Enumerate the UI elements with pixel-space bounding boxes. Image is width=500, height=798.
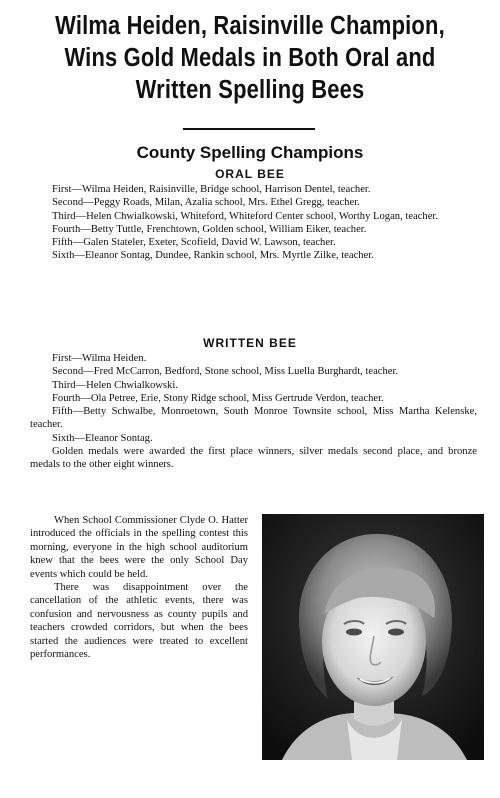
oral-bee-entry: Sixth—Eleanor Sontag, Dundee, Rankin school, Mrs. Myrtle Zilke, teacher. bbox=[52, 250, 374, 262]
oral-bee-results bbox=[30, 183, 477, 263]
written-bee-entry: First—Wilma Heiden. bbox=[52, 353, 147, 364]
portrait-illustration bbox=[262, 514, 484, 760]
headline: Wilma Heiden, Raisinville Champion, Wins Gold Medals in Both Oral and Written Spelling Bees bbox=[55, 12, 445, 104]
story-paragraph: There was disappointment over the cancellation of the athletic events, there was confusion and nervousness as county pupils and teachers crowded corridors, but when the bees started the audiences were treated to excellent performances. bbox=[30, 582, 248, 661]
oral-bee-entry: Fourth—Betty Tuttle, Frenchtown, Golden school, William Eiker, teacher. bbox=[52, 223, 367, 235]
oral-bee-entry: Second—Peggy Roads, Milan, Azalia school, Mrs. Ethel Gregg, teacher. bbox=[52, 197, 360, 209]
written-bee-entry: Fifth—Betty Schwalbe, Monroetown, South Monroe Townsite school, Miss Martha Kelenske, teacher. bbox=[30, 406, 477, 431]
oral-bee-title: ORAL BEE bbox=[215, 167, 285, 181]
written-bee-entry: Fourth—Ola Petree, Erie, Stony Ridge school, Miss Gertrude Verdon, teacher. bbox=[52, 392, 384, 404]
portrait-photo bbox=[262, 514, 484, 760]
story-body bbox=[30, 514, 248, 661]
headline-divider bbox=[183, 128, 315, 130]
written-bee-entry: Sixth—Eleanor Sontag. bbox=[52, 432, 153, 444]
oral-bee-entry: First—Wilma Heiden, Raisinville, Bridge school, Harrison Dentel, teacher. bbox=[52, 184, 371, 195]
subheading: County Spelling Champions bbox=[136, 143, 364, 162]
written-bee-title: WRITTEN BEE bbox=[203, 336, 297, 350]
story-paragraph: When School Commissioner Clyde O. Hatter introduced the officials in the spelling contest this morning, everyone in the high school auditorium knew that the bees were the only School Day events which could be held. bbox=[30, 515, 248, 580]
medals-note: Golden medals were awarded the first place winners, silver medals second place, and bronze medals to the other eight winners. bbox=[30, 446, 477, 471]
oral-bee-entry: Fifth—Galen Stateler, Exeter, Scofield, David W. Lawson, teacher. bbox=[52, 237, 336, 249]
written-bee-entry: Third—Helen Chwialkowski. bbox=[52, 379, 178, 391]
oral-bee-entry: Third—Helen Chwialkowski, Whiteford, Whiteford Center school, Worthy Logan, teacher. bbox=[52, 210, 439, 222]
written-bee-results bbox=[30, 352, 477, 472]
written-bee-entry: Second—Fred McCarron, Bedford, Stone school, Miss Luella Burghardt, teacher. bbox=[52, 366, 399, 378]
